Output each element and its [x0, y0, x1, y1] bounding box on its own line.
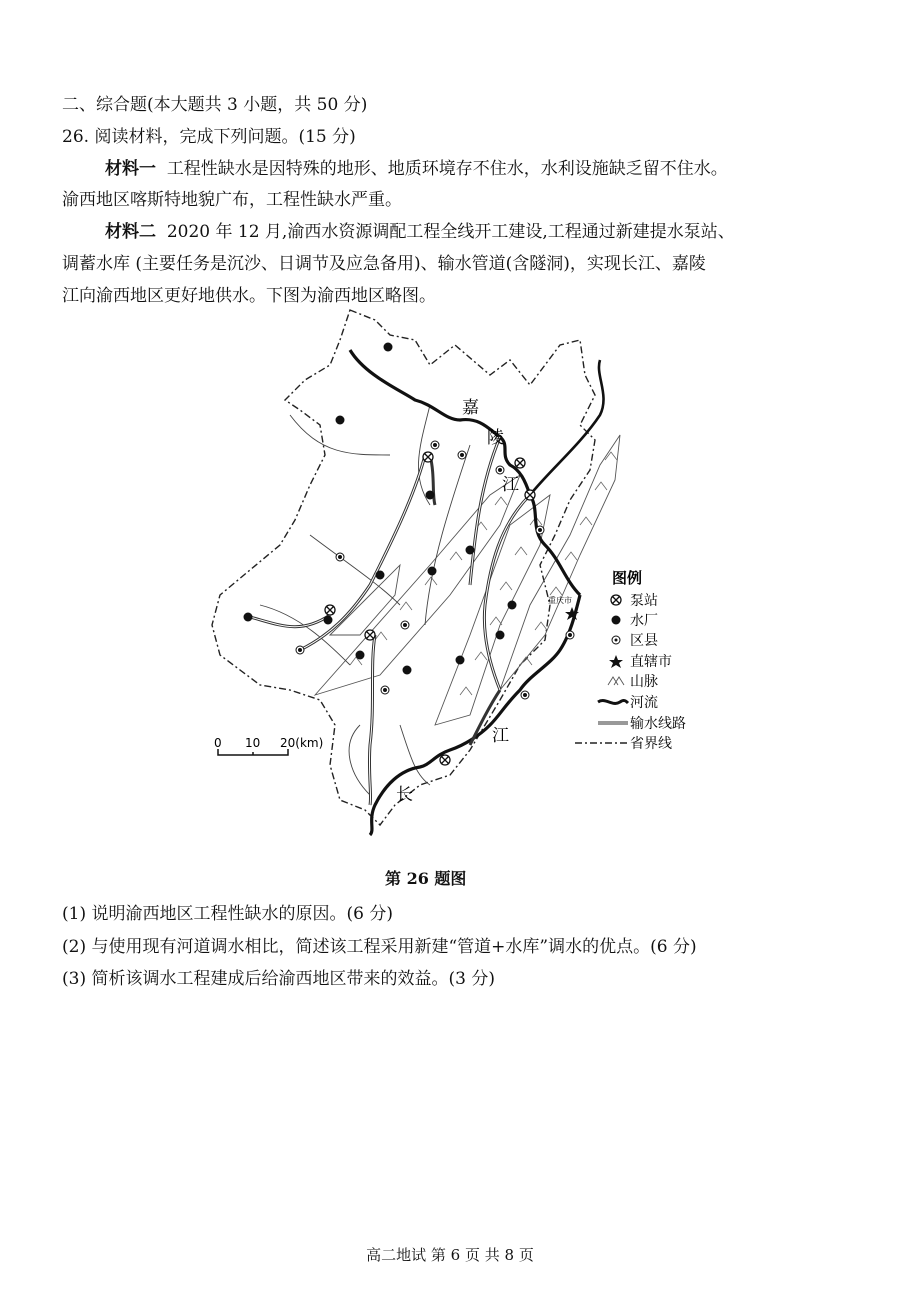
section-title: 二、综合题(本大题共 3 小题，共 50 分): [62, 95, 368, 115]
legend-item-municipality: [609, 654, 672, 670]
material-1-line-1: [105, 158, 728, 180]
material-2-line-2: 调蓄水库 (主要任务是沉沙、日调节及应急备用)、输水管道(含隧洞)，实现长江、嘉陵: [62, 254, 706, 274]
water-plant-icon: [612, 616, 621, 625]
subquestion-3: (3) 简析该调水工程建成后给渝西地区带来的效益。(3 分): [62, 969, 495, 989]
figure-caption: 第 26 题图: [385, 869, 467, 888]
scale-tick-0: 0: [214, 736, 222, 750]
legend-label-river: 河流: [630, 695, 658, 711]
legend-label-county: 区县: [630, 633, 658, 649]
material-2-label: 材料二: [105, 222, 156, 242]
legend-item-river: [598, 694, 658, 711]
legend-label-municipality: 直辖市: [630, 654, 672, 670]
mountain-ranges: [315, 435, 620, 725]
legend-item-county: [612, 633, 658, 649]
material-1-text: 工程性缺水是因特殊的地形、地质环境存不住水，水利设施缺乏留不住水。: [166, 159, 728, 179]
map-legend: [575, 569, 686, 752]
yuxi-region-map: [200, 305, 720, 840]
legend-item-water-plant: [612, 612, 659, 629]
legend-label-water-plant: 水厂: [630, 613, 658, 629]
material-2-line-1: [105, 221, 735, 243]
subquestion-1: (1) 说明渝西地区工程性缺水的原因。(6 分): [62, 904, 393, 924]
city-label-chongqing: 重庆市: [548, 596, 572, 605]
legend-item-water-line: [598, 715, 686, 732]
legend-label-mountain: 山脉: [630, 674, 658, 690]
material-1-line-2: 渝西地区喀斯特地貌广布，工程性缺水严重。: [62, 190, 402, 210]
legend-title: 图例: [612, 569, 643, 587]
municipality-icon: [609, 655, 623, 668]
province-border: [212, 310, 595, 825]
scale-bar: [214, 736, 323, 755]
river-label-jiang-north: 江: [502, 475, 519, 495]
legend-label-province-border: 省界线: [630, 736, 672, 752]
river-label-jiang-south: 江: [492, 726, 509, 746]
scale-tick-10: 10: [245, 736, 261, 750]
mountain-icon: [608, 677, 624, 685]
river-label-chang: 长: [396, 785, 413, 805]
yangtze-upstream: [530, 360, 604, 495]
river-label-ling: 陵: [487, 428, 504, 448]
legend-item-pump-station: [611, 592, 658, 609]
material-2-text: 2020 年 12 月,渝西水资源调配工程全线开工建设,工程通过新建提水泵站、: [166, 222, 735, 242]
legend-item-province-border: [575, 735, 672, 752]
page-footer: 高二地试 第 6 页 共 8 页: [366, 1246, 534, 1264]
legend-label-pump-station: 泵站: [630, 593, 658, 609]
material-2-line-3: 江向渝西地区更好地供水。下图为渝西地区略图。: [62, 286, 436, 306]
river-icon: [598, 700, 628, 703]
scale-tick-20: 20(km): [280, 736, 324, 750]
material-1-label: 材料一: [105, 159, 156, 179]
legend-label-water-line: 输水线路: [630, 716, 686, 732]
question-heading: 26. 阅读材料，完成下列问题。(15 分): [62, 127, 356, 147]
legend-item-mountain: [608, 674, 658, 690]
subquestion-2: (2) 与使用现有河道调水相比，简述该工程采用新建“管道+水库”调水的优点。(6 分): [62, 937, 697, 957]
river-label-jia: 嘉: [462, 398, 479, 418]
